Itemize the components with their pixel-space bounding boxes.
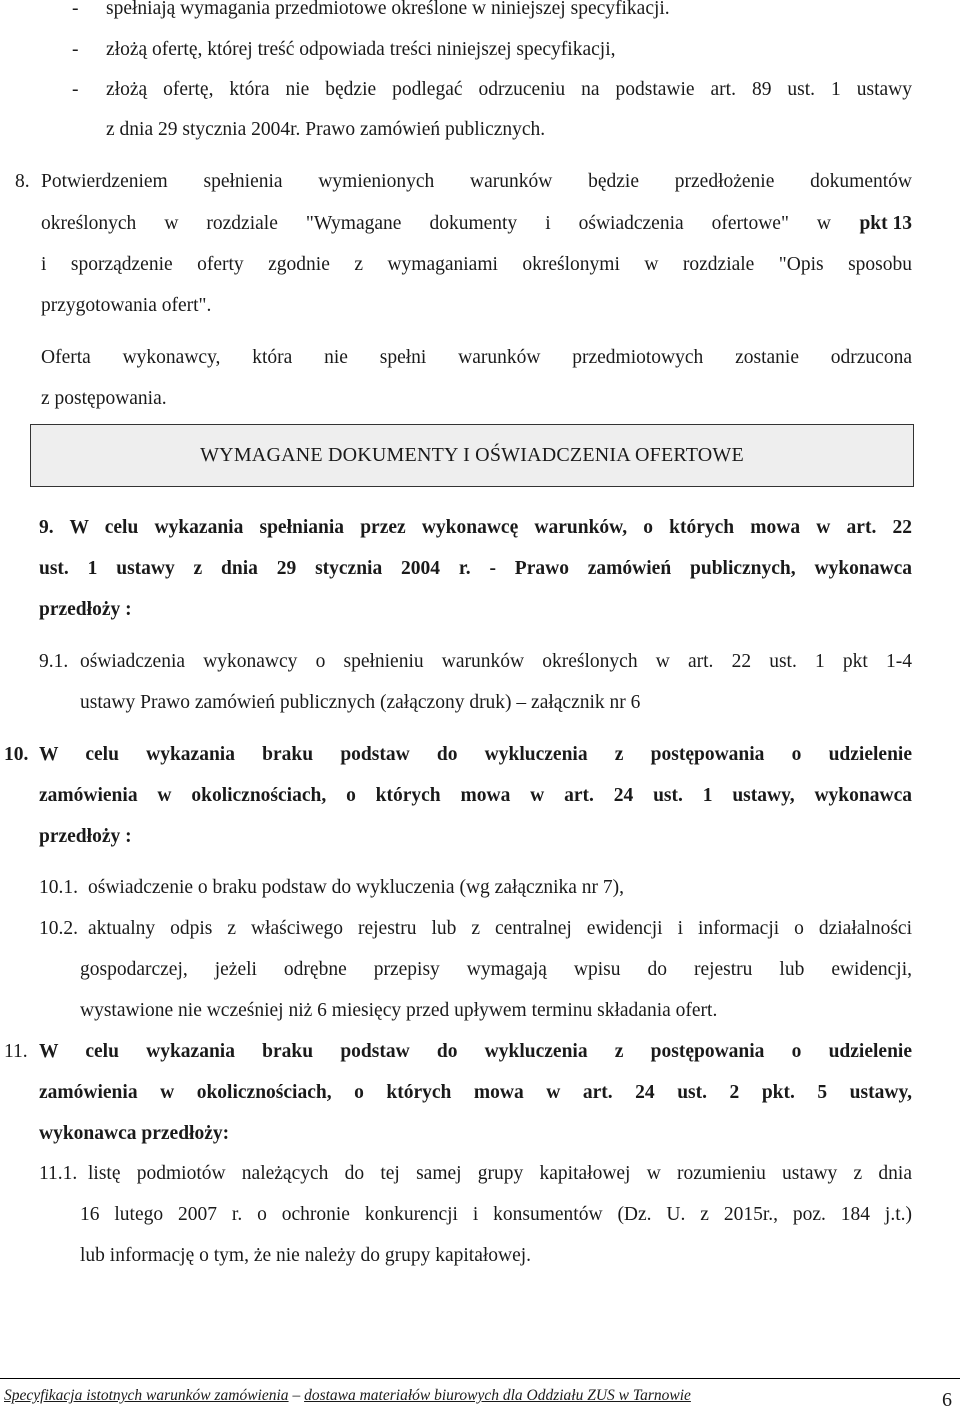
paragraph-line	[41, 212, 912, 236]
footer-subtitle: dostawa materiałów biurowych dla Oddziału ZUS w Tarnowie	[304, 1387, 691, 1404]
item-10-line: W celu wykazania braku podstaw do wykluczenia z postępowania o udzielenie	[39, 744, 912, 765]
bullet-dash: -	[72, 79, 79, 100]
subitem-line: aktualny odpis z właściwego rejestru lub z centralnej ewidencji i informacji o działalności	[88, 918, 912, 939]
section-title: WYMAGANE DOKUMENTY I OŚWIADCZENIA OFERTOWE	[200, 444, 744, 466]
footer-divider	[0, 1378, 960, 1379]
paragraph-text: określonych w rozdziale "Wymagane dokumenty i oświadczenia ofertowe" w	[41, 213, 831, 234]
paragraph-reference: pkt 13	[859, 213, 912, 234]
item-11-line: wykonawca przedłoży:	[39, 1123, 230, 1144]
item-10-line: przedłoży :	[39, 826, 132, 847]
paragraph-line: i sporządzenie oferty zgodnie z wymaganiami określonymi w rozdziale "Opis sposobu	[41, 254, 912, 275]
offer-line: Oferta wykonawcy, która nie spełni warunków przedmiotowych zostanie odrzucona	[41, 347, 912, 368]
item-9-line: ust. 1 ustawy z dnia 29 stycznia 2004 r. - Prawo zamówień publicznych, wykonawca	[39, 558, 912, 579]
paragraph-number: 8.	[15, 171, 30, 192]
page-number: 6	[942, 1389, 952, 1411]
paragraph-line: przygotowania ofert".	[41, 295, 212, 316]
subitem-line: wystawione nie wcześniej niż 6 miesięcy przed upływem terminu składania ofert.	[80, 1000, 718, 1021]
bullet-dash: -	[72, 39, 79, 60]
item-9-line: przedłoży :	[39, 599, 132, 620]
subitem-line: lub informację o tym, że nie należy do grupy kapitałowej.	[80, 1245, 532, 1266]
item-11-line: zamówienia w okolicznościach, o których mowa w art. 24 ust. 2 pkt. 5 ustawy,	[39, 1082, 912, 1103]
offer-line: z postępowania.	[41, 388, 167, 409]
bullet-item: złożą ofertę, której treść odpowiada treści niniejszej specyfikacji,	[106, 39, 616, 60]
item-11-line: W celu wykazania braku podstaw do wykluczenia z postępowania o udzielenie	[39, 1041, 912, 1062]
item-number: 11.	[4, 1041, 28, 1062]
footer-title: Specyfikacja istotnych warunków zamówienia	[4, 1387, 289, 1404]
subitem-line: ustawy Prawo zamówień publicznych (załączony druk) – załącznik nr 6	[80, 692, 641, 713]
section-header	[30, 424, 914, 487]
subitem-number: 9.1.	[39, 651, 69, 672]
subitem-number: 10.2.	[39, 918, 78, 939]
footer-separator: –	[288, 1387, 305, 1404]
footer-text	[4, 1386, 691, 1406]
paragraph-line: Potwierdzeniem spełnienia wymienionych warunków będzie przedłożenie dokumentów	[41, 171, 912, 192]
subitem-line: oświadczenia wykonawcy o spełnieniu warunków określonych w art. 22 ust. 1 pkt 1-4	[80, 651, 912, 672]
bullet-item: spełniają wymagania przedmiotowe określone w niniejszej specyfikacji.	[106, 0, 670, 19]
subitem-line: 16 lutego 2007 r. o ochronie konkurencji i konsumentów (Dz. U. z 2015r., poz. 184 j.t.)	[80, 1204, 912, 1225]
subitem-number: 10.1.	[39, 877, 78, 898]
bullet-item: złożą ofertę, która nie będzie podlegać odrzuceniu na podstawie art. 89 ust. 1 ustawy	[106, 79, 912, 100]
bullet-continuation: z dnia 29 stycznia 2004r. Prawo zamówień publicznych.	[106, 119, 546, 140]
item-number: 10.	[4, 744, 29, 765]
subitem-line: oświadczenie o braku podstaw do wykluczenia (wg załącznika nr 7),	[88, 877, 625, 898]
subitem-line: listę podmiotów należących do tej samej grupy kapitałowej w rozumieniu ustawy z dnia	[88, 1163, 912, 1184]
item-9-line: 9. W celu wykazania spełniania przez wykonawcę warunków, o których mowa w art. 22	[39, 517, 912, 538]
subitem-number: 11.1.	[39, 1163, 78, 1184]
bullet-dash: -	[72, 0, 79, 19]
subitem-line: gospodarczej, jeżeli odrębne przepisy wymagają wpisu do rejestru lub ewidencji,	[80, 959, 912, 980]
item-10-line: zamówienia w okolicznościach, o których mowa w art. 24 ust. 1 ustawy, wykonawca	[39, 785, 912, 806]
